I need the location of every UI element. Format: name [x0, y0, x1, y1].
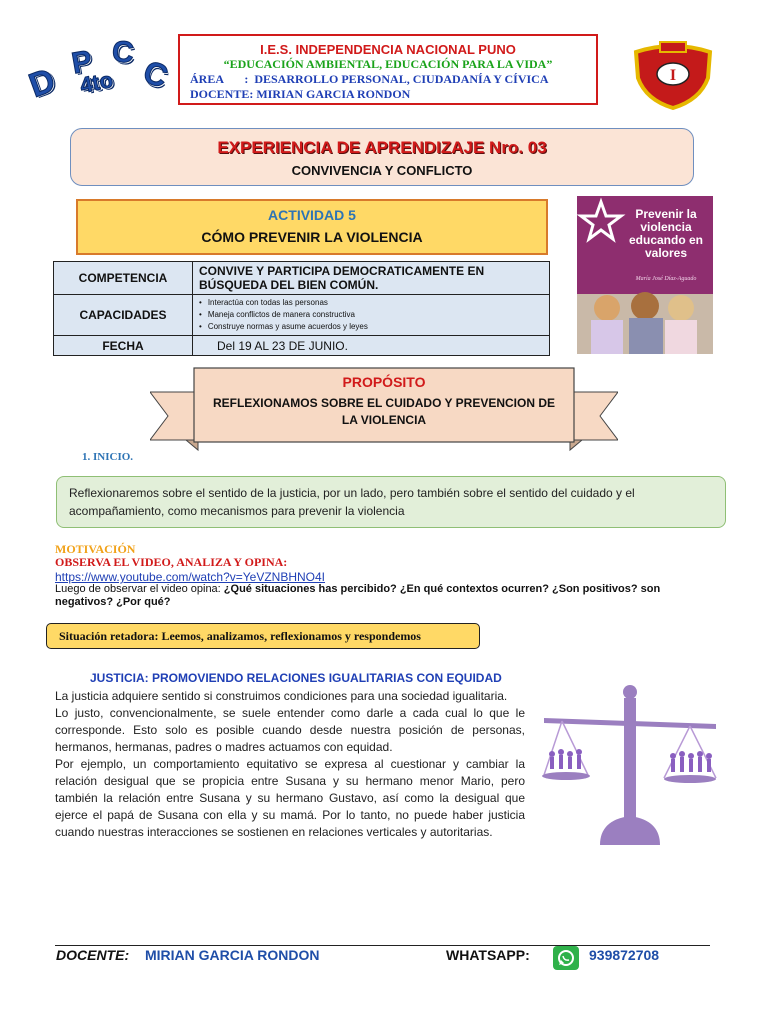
capacidades-list	[199, 297, 549, 333]
justice-paragraph: Por ejemplo, un comportamiento equitativo se expresa al cuestionar y cambiar la relación desigual que se propicia entre Susana y su hermano menor Mario, pero también la relación entre Susana y su hermano Gustavo, así como la desigual que ejerce el papá de Susana con ella y su mamá. Por lo tanto, no puede haber justicia cuando nuestras interacciones se sostienen en relaciones verticales y autoritarias.	[55, 757, 525, 839]
section-inicio-heading: 1. INICIO.	[82, 451, 134, 463]
table-row	[54, 295, 550, 336]
activity-box	[76, 199, 548, 255]
footer-docente-label: DOCENTE:	[56, 947, 130, 963]
prompt-intro: Luego de observar el video opina:	[55, 583, 224, 595]
fecha-label: FECHA	[54, 336, 193, 356]
logo-grade: 4to	[77, 66, 116, 99]
competencia-label: COMPETENCIA	[54, 262, 193, 295]
challenge-box: Situación retadora: Leemos, analizamos, reflexionamos y respondemos	[46, 623, 480, 649]
purpose-title: PROPÓSITO	[342, 374, 426, 390]
prompt-questions: ¿Qué situaciones has percibido? ¿En qué contextos ocurren? ¿Son positivos? son negativos? ¿Por qué?	[55, 583, 661, 608]
justice-paragraph: La justicia adquiere sentido si construimos condiciones para una sociedad igualitaria.	[55, 689, 508, 703]
whatsapp-icon	[553, 946, 579, 970]
footer-whatsapp-label: WHATSAPP:	[446, 947, 530, 963]
book-title: Prevenir la violencia educando en valores	[628, 207, 703, 260]
competency-table	[53, 261, 550, 356]
competencia-value: CONVIVE Y PARTICIPA DEMOCRATICAMENTE EN BÚSQUEDA DEL BIEN COMÚN.	[193, 262, 550, 295]
fecha-value: Del 19 AL 23 DE JUNIO.	[193, 336, 550, 356]
list-item: • Interactúa con todas las personas	[199, 297, 549, 309]
institution-name: I.E.S. INDEPENDENCIA NACIONAL PUNO	[260, 42, 516, 57]
table-row	[54, 336, 550, 356]
area-line: ÁREA : DESARROLLO PERSONAL, CIUDADANÍA Y CÍVICA	[190, 72, 549, 86]
list-item: • Construye normas y asume acuerdos y leyes	[199, 321, 549, 333]
experience-subtitle: CONVIVENCIA Y CONFLICTO	[291, 163, 473, 178]
activity-title: ACTIVIDAD 5	[268, 207, 356, 223]
activity-subtitle: CÓMO PREVENIR LA VIOLENCIA	[201, 229, 423, 245]
book-cover-image	[577, 196, 713, 354]
reflection-box: Reflexionaremos sobre el sentido de la justicia, por un lado, pero también sobre el sentido del cuidado y el acompañamiento, como mecanismos para prevenir la violencia	[56, 476, 726, 528]
motivation-instruction: OBSERVA EL VIDEO, ANALIZA Y OPINA:	[55, 555, 288, 569]
justice-paragraph: Lo justo, convencionalmente, se suele entender como darle a cada cual lo que le corresponde. Esto solo es posible cuando desde nuestra posición de personas, hermanos, hermanas, padres o madres actuamos con equidad.	[55, 706, 525, 754]
footer-divider	[55, 945, 710, 946]
experience-title: EXPERIENCIA DE APRENDIZAJE Nro. 03	[217, 138, 547, 157]
logo-letter-d: D	[24, 60, 61, 106]
video-link[interactable]: https://www.youtube.com/watch?v=YeVZNBHNO4I	[55, 570, 326, 584]
table-row	[54, 262, 550, 295]
footer-docente-name: MIRIAN GARCIA RONDON	[145, 947, 320, 963]
school-motto: “EDUCACIÓN AMBIENTAL, EDUCACIÓN PARA LA VIDA”	[223, 57, 553, 71]
motivation-prompt	[55, 583, 695, 609]
footer-phone: 939872708	[589, 947, 660, 963]
purpose-text: REFLEXIONAMOS SOBRE EL CUIDADO Y PREVENCION DE LA VIOLENCIA	[212, 396, 556, 427]
experience-box	[70, 128, 694, 186]
logo-letter-c1: C	[110, 35, 136, 70]
justice-title: JUSTICIA: PROMOVIENDO RELACIONES IGUALITARIAS CON EQUIDAD	[90, 671, 502, 685]
school-shield-icon	[628, 38, 718, 110]
dpcc-logo	[24, 34, 178, 106]
capacidades-cell	[193, 295, 550, 336]
justice-scale-icon	[540, 680, 720, 845]
justice-body	[55, 688, 525, 841]
teacher-line: DOCENTE: MIRIAN GARCIA RONDON	[190, 87, 411, 101]
logo-letter-p: P	[69, 44, 95, 81]
logo-letter-c2: C	[138, 53, 173, 95]
shield-letter: I	[669, 67, 677, 84]
capacidades-label: CAPACIDADES	[54, 295, 193, 336]
book-author: María José Díaz-Aguado	[635, 276, 697, 282]
school-header	[178, 34, 598, 105]
motivation-label: MOTIVACIÓN	[55, 542, 136, 556]
list-item: • Maneja conflictos de manera constructiva	[199, 309, 549, 321]
